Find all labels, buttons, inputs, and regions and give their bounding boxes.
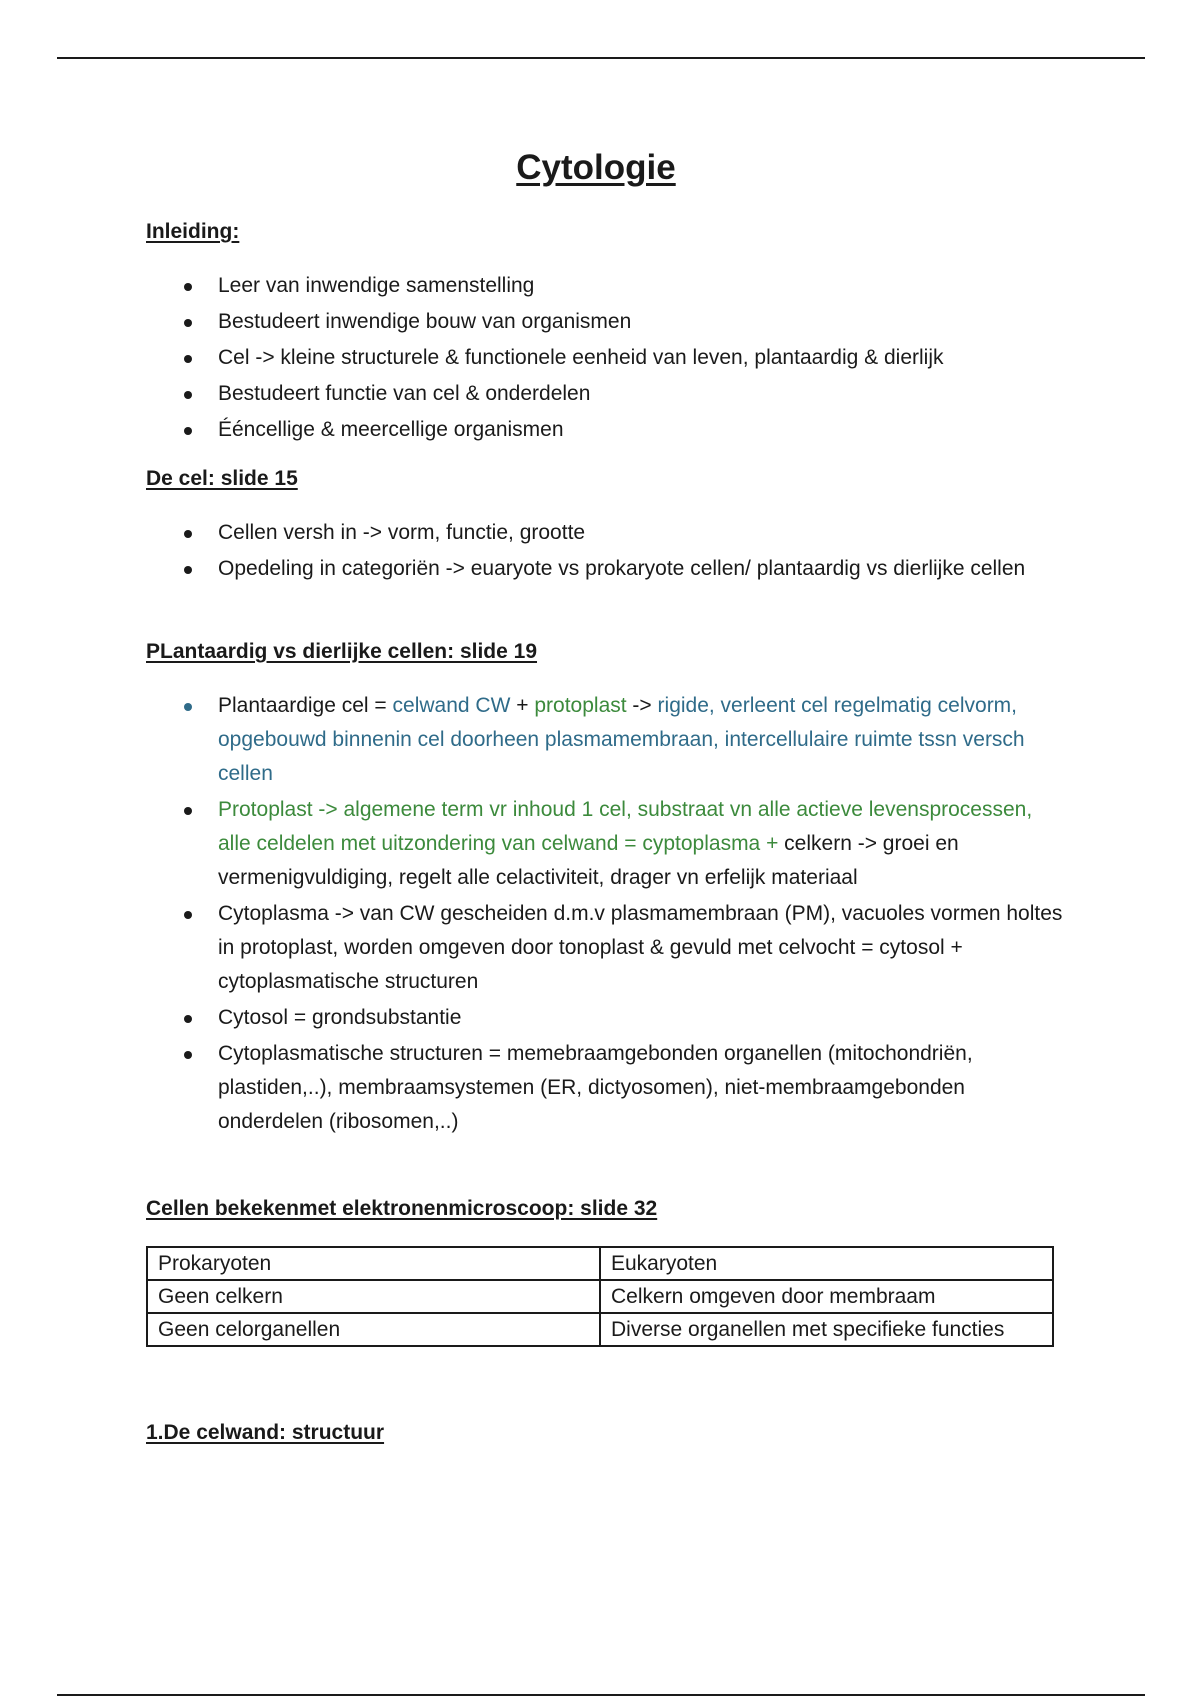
bullet-icon (184, 427, 192, 435)
list-item (146, 552, 1066, 586)
bullet-icon (184, 1015, 192, 1023)
table-row (147, 1247, 1053, 1280)
bullet-icon (184, 807, 192, 815)
bullet-icon (184, 911, 192, 919)
table-cell: Eukaryoten (600, 1247, 1053, 1280)
bullet-icon (184, 283, 192, 291)
list-inleiding (146, 269, 1066, 449)
list-item (146, 1001, 1066, 1035)
term-celwand: celwand CW (392, 694, 511, 717)
page-title: Cytologie (516, 148, 676, 187)
list-item-text: Cel -> kleine structurele & functionele eenheid van leven, plantaardig & dierlijk (218, 346, 944, 369)
table-row (147, 1280, 1053, 1313)
heading-celwand: 1.De celwand: structuur (146, 1421, 385, 1444)
list-item (146, 516, 1066, 550)
celkern-description: celkern -> groei en vermenigvuldiging, regelt alle celactiviteit, drager vn erfelijk materiaal (218, 832, 959, 889)
bullet-icon (184, 530, 192, 538)
list-item (146, 793, 1066, 895)
bottom-rule (57, 1694, 1145, 1696)
heading-elektronenmicroscoop: Cellen bekekenmet elektronenmicroscoop: slide 32 (146, 1197, 658, 1220)
bullet-icon (184, 355, 192, 363)
arrow-text: -> (626, 694, 658, 717)
bullet-icon (184, 391, 192, 399)
list-item-text: Bestudeert inwendige bouw van organismen (218, 310, 632, 333)
table-cell: Geen celorganellen (147, 1313, 600, 1346)
comparison-table (146, 1246, 1054, 1347)
bullet-icon (184, 319, 192, 327)
term-protoplast: protoplast (534, 694, 627, 717)
list-item (146, 413, 1066, 447)
list-item-text: Bestudeert functie van cel & onderdelen (218, 382, 591, 405)
list-plantaardig (146, 689, 1066, 1141)
list-item (146, 377, 1066, 411)
bullet-icon (184, 566, 192, 574)
table-cell: Diverse organellen met specifieke functies (600, 1313, 1053, 1346)
list-item (146, 269, 1066, 303)
protoplast-description: Protoplast -> algemene term vr inhoud 1 cel, substraat vn alle actieve levensprocessen, alle celdelen met uitzondering van celwand = cyptoplasma + (218, 798, 1033, 855)
list-item-text: Cellen versh in -> vorm, functie, grootte (218, 521, 586, 544)
bullet-icon (184, 1051, 192, 1059)
heading-de-cel: De cel: slide 15 (146, 467, 298, 490)
list-item-text: Opedeling in categoriën -> euaryote vs prokaryote cellen/ plantaardig vs dierlijke cellen (218, 557, 1026, 580)
list-item-text: Cytosol = grondsubstantie (218, 1006, 462, 1029)
list-item-text: Cytoplasma -> van CW gescheiden d.m.v plasmamembraan (PM), vacuoles vormen holtes in protoplast, worden omgeven door tonoplast & gevuld met celvocht = cytosol + cytoplasmatische structuren (218, 902, 1063, 993)
list-item (146, 1037, 1066, 1139)
top-rule (57, 57, 1145, 59)
list-item-text: Plantaardige cel = (218, 694, 393, 717)
plus-sign: + (510, 694, 535, 717)
list-item-text: Cytoplasmatische structuren = memebraamgebonden organellen (mitochondriën, plastiden,..), membraamsystemen (ER, dictyosomen), niet-membraamgebonden onderdelen (ribosomen,..) (218, 1042, 973, 1133)
table-cell: Prokaryoten (147, 1247, 600, 1280)
list-item (146, 689, 1066, 791)
table-cell: Celkern omgeven door membraam (600, 1280, 1053, 1313)
list-item (146, 341, 1066, 375)
list-item-text: Ééncellige & meercellige organismen (218, 418, 564, 441)
table-cell: Geen celkern (147, 1280, 600, 1313)
heading-plantaardig: PLantaardig vs dierlijke cellen: slide 19 (146, 640, 538, 663)
list-item (146, 305, 1066, 339)
heading-inleiding: Inleiding: (146, 220, 240, 243)
list-item (146, 897, 1066, 999)
table-row (147, 1313, 1053, 1346)
bullet-icon (184, 703, 192, 711)
list-item-text: Leer van inwendige samenstelling (218, 274, 535, 297)
celwand-description: rigide, verleent cel regelmatig celvorm, opgebouwd binnenin cel doorheen plasmamembraan, intercellulaire ruimte tssn versch cellen (218, 694, 1025, 785)
list-de-cel (146, 516, 1066, 588)
